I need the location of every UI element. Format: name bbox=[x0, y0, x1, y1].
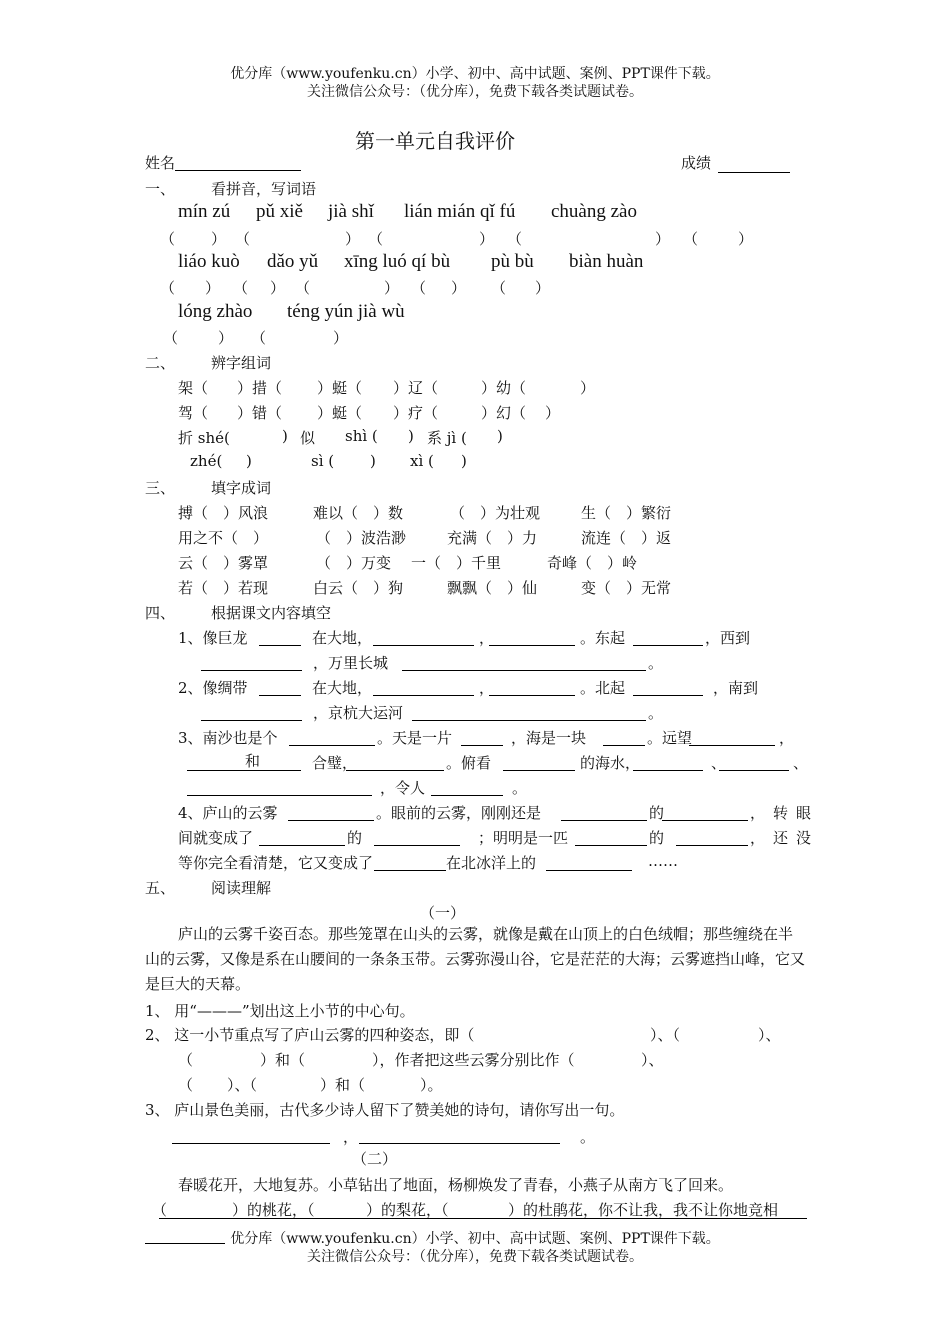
section-3-heading: 填字成词 bbox=[211, 479, 272, 497]
header-line-2: 关注微信公众号：（优分库），免费下载各类试题试卷。 bbox=[307, 84, 643, 100]
char-item: ）幻（ bbox=[481, 404, 527, 422]
section-2-heading: 辨字组词 bbox=[211, 354, 272, 372]
answer-paren-open: （ bbox=[683, 230, 699, 248]
question-2-text: ），作者把这些云雾分别比作（ bbox=[372, 1051, 575, 1069]
fill-blank[interactable] bbox=[719, 770, 789, 771]
pinyin-4: lián mián qǐ fú bbox=[404, 201, 516, 222]
char-item: ） bbox=[580, 379, 596, 397]
question-2-text: ）、（ bbox=[650, 1026, 681, 1044]
answer-paren-close: ） bbox=[345, 230, 361, 248]
idiom-item: （ ）波浩渺 bbox=[316, 529, 407, 547]
fill-blank[interactable] bbox=[689, 745, 775, 746]
fill-blank[interactable] bbox=[201, 670, 302, 671]
polyphone-item: 系 jì ( bbox=[427, 429, 467, 447]
section-5-number: 五、 bbox=[145, 879, 176, 897]
poem-period: 。 bbox=[580, 1128, 596, 1146]
part-2-label: （二） bbox=[352, 1150, 398, 1168]
fill-text: 。远望 bbox=[647, 729, 693, 747]
fill-text: 。北起 bbox=[580, 679, 626, 697]
fill-blank[interactable] bbox=[374, 870, 446, 871]
name-label: 姓名 bbox=[145, 154, 176, 172]
idiom-item: （ ）为壮观 bbox=[450, 504, 541, 522]
idiom-item: 云（ ）雾罩 bbox=[178, 554, 269, 572]
answer-paren-open: （ bbox=[233, 279, 249, 297]
section-4-number: 四、 bbox=[145, 604, 176, 622]
header-line-1: 优分库（www.youfenku.cn）小学、初中、高中试题、案例、PPT课件下载。 bbox=[230, 66, 720, 82]
section-3-number: 三、 bbox=[145, 479, 176, 497]
section-5-heading: 阅读理解 bbox=[211, 879, 272, 897]
footer-line-1: 优分库（www.youfenku.cn）小学、初中、高中试题、案例、PPT课件下载。 bbox=[230, 1231, 720, 1247]
fill-text: ， bbox=[479, 679, 495, 697]
char-item: 驾（ bbox=[178, 404, 209, 422]
polyphone-item: 折 shé( bbox=[178, 429, 230, 447]
fill-blank[interactable] bbox=[575, 845, 647, 846]
idiom-item: 难以（ ）数 bbox=[313, 504, 404, 522]
idiom-item: 奇峰（ ）岭 bbox=[547, 554, 638, 572]
fill-text: 、 bbox=[793, 754, 809, 772]
poem-blank-2[interactable] bbox=[359, 1143, 560, 1144]
passage-underline bbox=[159, 1218, 807, 1219]
polyphone-item: ) bbox=[408, 427, 414, 445]
polyphone-item: xì ( bbox=[410, 452, 434, 470]
idiom-item: 若（ ）若现 bbox=[178, 579, 269, 597]
pinyin-1: mín zú bbox=[178, 201, 231, 222]
fill-text: 的 bbox=[347, 829, 363, 847]
fill-blank[interactable] bbox=[676, 845, 748, 846]
pinyin-5: chuàng zào bbox=[551, 201, 637, 222]
pinyin-12: téng yún jià wù bbox=[287, 301, 405, 322]
question-2-text: 2、 这一小节重点写了庐山云雾的四种姿态，即（ bbox=[145, 1026, 475, 1044]
fill-text: 在大地， bbox=[312, 679, 373, 697]
fill-text: 的海水， bbox=[580, 754, 641, 772]
fill-blank[interactable] bbox=[346, 770, 444, 771]
polyphone-item: ) bbox=[370, 452, 376, 470]
fill-text: 、 bbox=[711, 754, 727, 772]
idiom-item: 一（ ）千里 bbox=[411, 554, 502, 572]
answer-paren-close: ） bbox=[270, 279, 286, 297]
fill-blank[interactable] bbox=[633, 695, 703, 696]
question-2-text: ）、（ bbox=[227, 1076, 258, 1094]
question-1: 1、 用“———”划出这上小节的中心句。 bbox=[145, 1002, 415, 1020]
fill-blank[interactable] bbox=[374, 845, 460, 846]
fill-blank[interactable] bbox=[187, 795, 372, 796]
char-item: ）错（ bbox=[237, 404, 283, 422]
passage-2-text: ）的梨花，（ bbox=[366, 1201, 449, 1219]
idiom-item: 搏（ ）风浪 bbox=[178, 504, 269, 522]
answer-paren-close: ） bbox=[535, 279, 551, 297]
fill-text: 。 bbox=[512, 779, 528, 797]
pinyin-7: dǎo yǔ bbox=[267, 251, 319, 272]
idiom-item: 充满（ ）力 bbox=[447, 529, 538, 547]
fill-text: 在北冰洋上的 bbox=[446, 854, 537, 872]
fill-blank[interactable] bbox=[201, 720, 302, 721]
answer-paren-close: ） bbox=[479, 230, 495, 248]
char-item: 架（ bbox=[178, 379, 209, 397]
fill-text: 等你完全看清楚，它又变成了 bbox=[178, 854, 374, 872]
answer-paren-close: ） bbox=[218, 329, 234, 347]
reading-passage-1: 庐山的云雾千姿百态。那些笼罩在山头的云雾，就像是戴在山顶上的白色绒帽；那些缠绕在半山的云雾，又像是系在山腰间的一条条玉带。云雾弥漫山谷，它是茫茫的大海；云雾遮挡山峰，它又是巨大的天幕。 bbox=[145, 925, 806, 993]
fill-blank[interactable] bbox=[431, 795, 503, 796]
polyphone-item: ) bbox=[246, 452, 252, 470]
fill-blank[interactable] bbox=[259, 695, 301, 696]
answer-paren-open: （ bbox=[491, 279, 507, 297]
fill-text: 间就变成了 bbox=[178, 829, 254, 847]
fill-blank[interactable] bbox=[546, 870, 632, 871]
fill-text: 4、庐山的云雾 bbox=[178, 804, 278, 822]
section-2-number: 二、 bbox=[145, 354, 176, 372]
char-item: ）幼（ bbox=[481, 379, 527, 397]
polyphone-item: ) bbox=[282, 427, 288, 445]
question-2-text: ）。 bbox=[420, 1076, 443, 1094]
fill-blank[interactable] bbox=[489, 645, 575, 646]
answer-paren-close: ） bbox=[333, 329, 349, 347]
fill-text: 。眼前的云雾，刚刚还是 bbox=[376, 804, 542, 822]
fill-text: 。东起 bbox=[580, 629, 626, 647]
pinyin-8: xīng luó qí bù bbox=[344, 251, 451, 272]
pinyin-6: liáo kuò bbox=[178, 251, 240, 272]
answer-paren-open: （ bbox=[295, 279, 311, 297]
reading-passage-2-line-1: 春暖花开，大地复苏。小草钻出了地面，杨柳焕发了青春，小燕子从南方飞了回来。 bbox=[178, 1176, 734, 1194]
fill-blank[interactable] bbox=[412, 720, 646, 721]
fill-text: ，还没 bbox=[750, 829, 820, 847]
fill-blank[interactable] bbox=[288, 820, 374, 821]
char-item: ）蜓（ bbox=[317, 379, 363, 397]
fill-text: 2、像绸带 bbox=[178, 679, 248, 697]
pinyin-2: pǔ xiě bbox=[256, 201, 303, 222]
idiom-item: 变（ ）无常 bbox=[581, 579, 672, 597]
fill-text: ， bbox=[779, 729, 795, 747]
fill-blank[interactable] bbox=[603, 745, 645, 746]
footer-line-2: 关注微信公众号：（优分库），免费下载各类试题试卷。 bbox=[307, 1249, 643, 1265]
idiom-item: （ ）万变 bbox=[316, 554, 392, 572]
answer-paren-open: （ bbox=[411, 279, 427, 297]
fill-blank[interactable] bbox=[633, 770, 703, 771]
fill-blank[interactable] bbox=[373, 695, 474, 696]
fill-text: ，海是一块 bbox=[511, 729, 587, 747]
fill-text: ；明明是一匹 bbox=[478, 829, 569, 847]
answer-paren-close: ） bbox=[211, 230, 227, 248]
answer-paren-close: ） bbox=[451, 279, 467, 297]
page-title: 第一单元自我评价 bbox=[355, 129, 515, 153]
pinyin-11: lóng zhào bbox=[178, 301, 253, 322]
fill-blank[interactable] bbox=[289, 745, 375, 746]
fill-text: 合璧， bbox=[312, 754, 358, 772]
fill-text: ，南到 bbox=[713, 679, 759, 697]
question-2-text: （ bbox=[178, 1076, 194, 1094]
answer-paren-close: ） bbox=[205, 279, 221, 297]
part-1-label: （一） bbox=[420, 904, 466, 922]
fill-blank[interactable] bbox=[662, 820, 748, 821]
polyphone-item: sì ( bbox=[311, 452, 335, 470]
section-1-number: 一、 bbox=[145, 180, 176, 198]
answer-paren-close: ） bbox=[655, 230, 671, 248]
pinyin-9: pù bù bbox=[491, 251, 534, 272]
passage-2-text: ）的桃花，（ bbox=[232, 1201, 315, 1219]
char-item: ）蜓（ bbox=[317, 404, 363, 422]
polyphone-item: ) bbox=[461, 452, 467, 470]
answer-paren-open: （ bbox=[160, 279, 176, 297]
fill-text: ， bbox=[479, 629, 495, 647]
fill-blank[interactable] bbox=[633, 645, 703, 646]
char-item: ）疗（ bbox=[393, 404, 439, 422]
fill-text: 的 bbox=[649, 804, 665, 822]
poem-comma: ， bbox=[343, 1128, 359, 1146]
fill-text: ，京杭大运河 bbox=[313, 704, 404, 722]
question-2-text: ）和（ bbox=[260, 1051, 306, 1069]
fill-text: 在大地， bbox=[312, 629, 373, 647]
passage-2-text: （ bbox=[152, 1201, 168, 1219]
section-4-heading: 根据课文内容填空 bbox=[211, 604, 332, 622]
question-2-text: ）、 bbox=[758, 1026, 781, 1044]
answer-paren-close: ） bbox=[738, 230, 754, 248]
question-2-text: ）和（ bbox=[320, 1076, 366, 1094]
idiom-item: 流连（ ）返 bbox=[581, 529, 672, 547]
idiom-item: 飘飘（ ）仙 bbox=[447, 579, 538, 597]
fill-blank[interactable] bbox=[259, 645, 301, 646]
score-blank[interactable] bbox=[718, 172, 790, 173]
fill-text: 和 bbox=[245, 752, 261, 770]
score-label: 成绩 bbox=[681, 154, 712, 172]
fill-text: 。 bbox=[648, 704, 664, 722]
passage-2-text: ）的杜鹃花，你不让我，我不让你地竞相 bbox=[508, 1201, 779, 1219]
answer-paren-open: （ bbox=[251, 329, 267, 347]
question-3: 3、 庐山景色美丽，古代多少诗人留下了赞美她的诗句，请你写出一句。 bbox=[145, 1101, 625, 1119]
char-item: ）措（ bbox=[237, 379, 283, 397]
answer-paren-open: （ bbox=[507, 230, 523, 248]
fill-blank[interactable] bbox=[561, 820, 647, 821]
char-item: ）辽（ bbox=[393, 379, 439, 397]
fill-text: …… bbox=[648, 852, 678, 870]
question-2-text: ）、 bbox=[641, 1051, 664, 1069]
fill-blank[interactable] bbox=[187, 770, 301, 771]
fill-text: 1、像巨龙 bbox=[178, 629, 248, 647]
fill-text: ，令人 bbox=[380, 779, 426, 797]
fill-blank[interactable] bbox=[373, 645, 474, 646]
pinyin-3: jià shǐ bbox=[328, 201, 374, 222]
answer-paren-open: （ bbox=[368, 230, 384, 248]
answer-paren-open: （ bbox=[235, 230, 251, 248]
idiom-item: 用之不（ ） bbox=[178, 529, 269, 547]
polyphone-item: zhé( bbox=[190, 452, 223, 470]
fill-text: 3、南沙也是个 bbox=[178, 729, 278, 747]
polyphone-item: shì ( bbox=[345, 427, 378, 445]
idiom-item: 白云（ ）狗 bbox=[313, 579, 404, 597]
fill-text: 。 bbox=[648, 654, 664, 672]
fill-blank[interactable] bbox=[489, 695, 575, 696]
fill-text: ，万里长城 bbox=[313, 654, 389, 672]
fill-blank[interactable] bbox=[259, 845, 345, 846]
fill-blank[interactable] bbox=[503, 770, 575, 771]
pinyin-10: biàn huàn bbox=[569, 251, 644, 272]
name-blank[interactable] bbox=[175, 170, 301, 171]
polyphone-item: 似 bbox=[300, 429, 316, 447]
fill-text: 。俯看 bbox=[446, 754, 492, 772]
fill-text: 的 bbox=[649, 829, 665, 847]
fill-blank[interactable] bbox=[402, 670, 646, 671]
answer-paren-close: ） bbox=[384, 279, 400, 297]
poem-blank-1[interactable] bbox=[172, 1143, 330, 1144]
polyphone-item: ) bbox=[497, 427, 503, 445]
idiom-item: 生（ ）繁衍 bbox=[581, 504, 672, 522]
fill-blank[interactable] bbox=[461, 745, 503, 746]
answer-paren-open: （ bbox=[160, 230, 176, 248]
fill-text: ，西到 bbox=[705, 629, 751, 647]
question-2-text: （ bbox=[178, 1051, 194, 1069]
fill-text: 。天是一片 bbox=[377, 729, 453, 747]
char-item: ） bbox=[545, 404, 561, 422]
fill-text: ，转眼 bbox=[750, 804, 820, 822]
section-1-heading: 看拼音，写词语 bbox=[211, 180, 317, 198]
answer-paren-open: （ bbox=[163, 329, 179, 347]
